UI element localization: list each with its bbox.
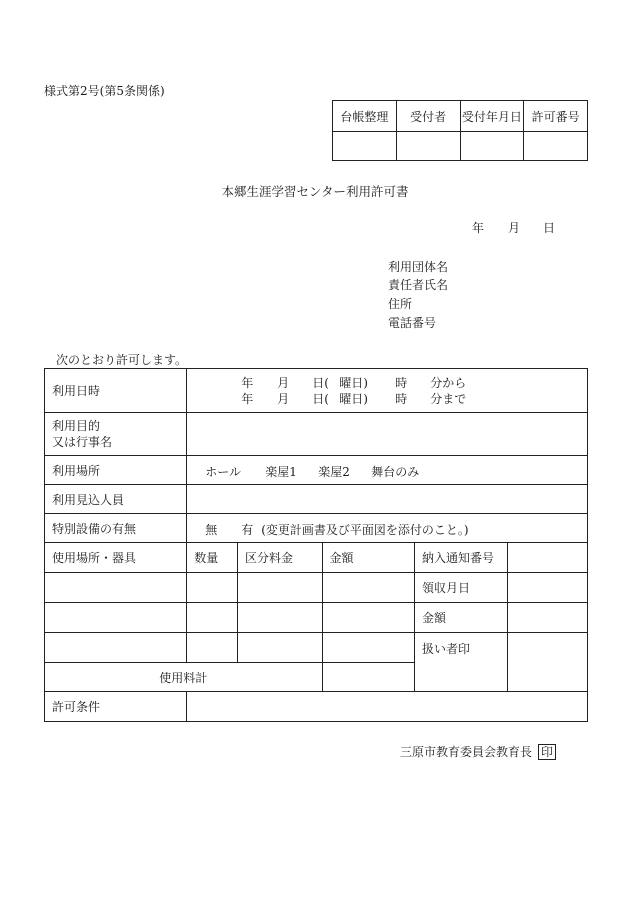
date-year-label: 年 bbox=[472, 221, 485, 235]
issuer-name: 三原市教育委員会教育長 bbox=[400, 745, 533, 759]
permit-table bbox=[44, 368, 588, 722]
purpose-label-line1: 利用目的 bbox=[52, 419, 101, 433]
datetime-from-month: 月 bbox=[277, 375, 290, 390]
fee-row-3-unit-fee[interactable] bbox=[238, 633, 323, 663]
fee-row-1-amount[interactable] bbox=[322, 573, 414, 603]
datetime-to-minute: 分まで bbox=[430, 391, 467, 406]
notice-number-label: 納入通知番号 bbox=[415, 543, 507, 573]
datetime-to-day: 日( bbox=[312, 391, 329, 406]
form-reference: 様式第2号(第5条関係) bbox=[44, 84, 165, 98]
fee-total-amount[interactable] bbox=[322, 663, 414, 692]
reception-receiver-cell[interactable] bbox=[396, 132, 460, 161]
date-day-label: 日 bbox=[543, 221, 556, 235]
applicant-phone-label: 電話番号 bbox=[388, 316, 437, 330]
applicant-group-name-label: 利用団体名 bbox=[388, 260, 449, 274]
document-title: 本郷生涯学習センター利用許可書 bbox=[221, 184, 409, 199]
datetime-from-minute: 分から bbox=[430, 375, 467, 390]
intro-text: 次のとおり許可します。 bbox=[56, 353, 188, 367]
conditions-field[interactable] bbox=[187, 692, 588, 722]
purpose-label-line2: 又は行事名 bbox=[52, 435, 113, 449]
datetime-from-hour: 時 bbox=[395, 375, 408, 390]
reception-header-receiver: 受付者 bbox=[396, 101, 460, 132]
fee-row-3-place[interactable] bbox=[45, 633, 187, 663]
equipment-note: (変更計画書及び平面図を添付のこと。) bbox=[261, 523, 469, 537]
reception-header-date: 受付年月日 bbox=[460, 101, 524, 132]
fee-row-3-amount[interactable] bbox=[322, 633, 414, 663]
fee-row-3-quantity[interactable] bbox=[187, 633, 238, 663]
fee-row-2-quantity[interactable] bbox=[187, 603, 238, 633]
fee-row-2-amount[interactable] bbox=[322, 603, 414, 633]
reception-permit-number-cell[interactable] bbox=[524, 132, 588, 161]
reception-table bbox=[332, 100, 588, 161]
fee-header-quantity: 数量 bbox=[187, 543, 238, 573]
issuer-block bbox=[400, 743, 556, 760]
datetime-from-day: 日( bbox=[312, 375, 329, 390]
reception-date-cell[interactable] bbox=[460, 132, 524, 161]
attendees-label: 利用見込人員 bbox=[45, 485, 187, 514]
fee-header-place-equipment: 使用場所・器具 bbox=[45, 543, 187, 573]
attendees-field[interactable] bbox=[187, 485, 588, 514]
receipt-date-field[interactable] bbox=[507, 573, 587, 603]
date-month-label: 月 bbox=[508, 221, 521, 235]
place-options bbox=[187, 456, 588, 485]
equipment-option-yes[interactable]: 有 bbox=[241, 523, 254, 537]
place-option-dressing-room-2[interactable]: 楽屋2 bbox=[318, 465, 350, 479]
conditions-label: 許可条件 bbox=[45, 692, 187, 722]
equipment-label: 特別設備の有無 bbox=[45, 514, 187, 543]
applicant-address-label: 住所 bbox=[388, 297, 413, 311]
datetime-to-year: 年 bbox=[241, 391, 254, 406]
payment-amount-field[interactable] bbox=[507, 603, 587, 633]
fee-header-unit-fee: 区分料金 bbox=[238, 543, 323, 573]
datetime-field[interactable] bbox=[187, 369, 588, 413]
purpose-label bbox=[45, 413, 187, 456]
seal-mark: 印 bbox=[538, 744, 556, 760]
place-option-dressing-room-1[interactable]: 楽屋1 bbox=[265, 465, 297, 479]
fee-header-amount: 金額 bbox=[322, 543, 414, 573]
reception-header-ledger: 台帳整理 bbox=[333, 101, 397, 132]
datetime-to-month: 月 bbox=[277, 391, 290, 406]
handler-seal-label: 扱い者印 bbox=[415, 633, 507, 692]
datetime-label: 利用日時 bbox=[45, 369, 187, 413]
fee-row-2-unit-fee[interactable] bbox=[238, 603, 323, 633]
equipment-option-none[interactable]: 無 bbox=[205, 523, 218, 537]
fee-row-1-unit-fee[interactable] bbox=[238, 573, 323, 603]
fee-row-2-place[interactable] bbox=[45, 603, 187, 633]
datetime-from-year: 年 bbox=[241, 375, 254, 390]
place-label: 利用場所 bbox=[45, 456, 187, 485]
purpose-field[interactable] bbox=[187, 413, 588, 456]
datetime-to-hour: 時 bbox=[395, 391, 408, 406]
reception-ledger-cell[interactable] bbox=[333, 132, 397, 161]
fee-total-label: 使用料計 bbox=[45, 663, 323, 692]
notice-number-field[interactable] bbox=[507, 543, 587, 573]
datetime-from-weekday: 曜日) bbox=[339, 375, 368, 390]
place-option-hall[interactable]: ホール bbox=[205, 465, 241, 479]
fee-row-1-place[interactable] bbox=[45, 573, 187, 603]
place-option-stage-only[interactable]: 舞台のみ bbox=[371, 465, 420, 479]
receipt-date-label: 領収月日 bbox=[415, 573, 507, 603]
fee-row-1-quantity[interactable] bbox=[187, 573, 238, 603]
equipment-options bbox=[187, 514, 588, 543]
handler-seal-field[interactable] bbox=[507, 633, 587, 692]
datetime-to-weekday: 曜日) bbox=[339, 391, 368, 406]
reception-header-permit-number: 許可番号 bbox=[524, 101, 588, 132]
payment-amount-label: 金額 bbox=[415, 603, 507, 633]
applicant-representative-label: 責任者氏名 bbox=[388, 278, 449, 292]
